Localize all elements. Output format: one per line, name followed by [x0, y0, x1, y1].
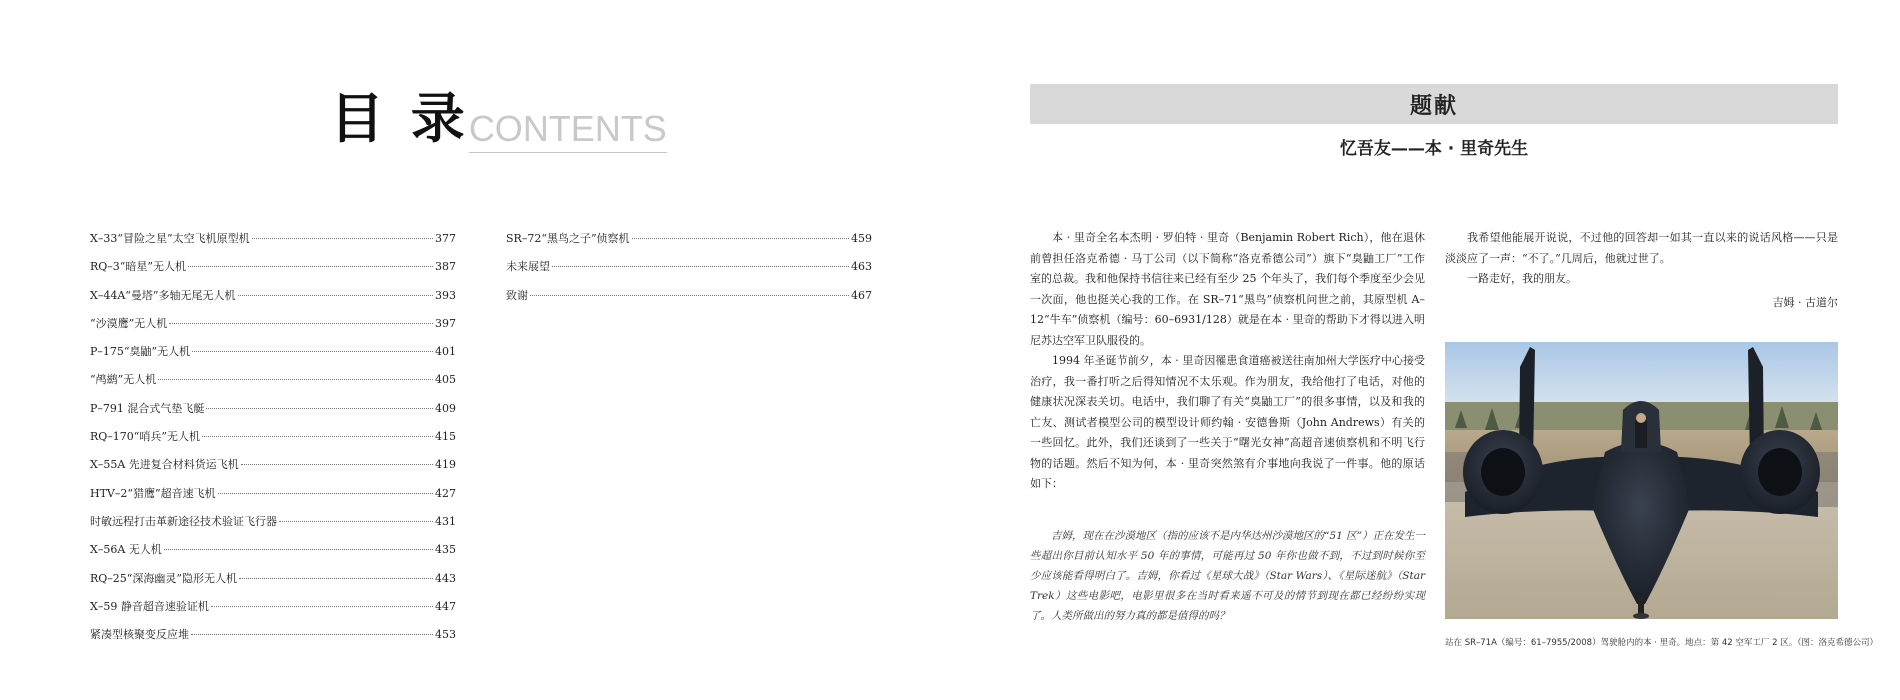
toc-leader-dots	[169, 323, 433, 324]
toc-entry[interactable]	[90, 400, 456, 428]
toc-leader-dots	[252, 238, 433, 239]
body-paragraph: 我希望他能展开说说，不过他的回答却一如其一直以来的说话风格——只是淡淡应了一声：“不了。”几周后，他就过世了。	[1445, 231, 1838, 265]
dedication-body	[1030, 228, 1425, 495]
toc-entry-page: 463	[851, 260, 872, 274]
toc-entry[interactable]	[506, 230, 872, 258]
toc-entry-page: 431	[435, 514, 456, 528]
toc-entry[interactable]	[90, 513, 456, 541]
sr71-photo	[1445, 342, 1838, 619]
toc-entry-page: 447	[435, 599, 456, 613]
toc-entry[interactable]	[90, 570, 456, 598]
toc-entry-page: 459	[851, 232, 872, 245]
toc-entry[interactable]	[90, 258, 456, 286]
toc-entry[interactable]	[90, 541, 456, 569]
toc-leader-dots	[202, 436, 433, 437]
toc-entry-page: 419	[435, 458, 456, 472]
toc-leader-dots	[158, 379, 433, 380]
signature: 吉姆 · 古道尔	[1772, 296, 1838, 309]
toc-entry-title: X–33“冒险之星”太空飞机原型机	[90, 232, 250, 245]
photo-caption: 站在 SR–71A（编号：61–7955/2008）驾驶舱内的本 · 里奇。地点：第 42 空军工厂 2 区。（图：洛克希德公司）	[1445, 638, 1878, 648]
toc-leader-dots	[239, 578, 433, 579]
toc-entry-page: 409	[435, 401, 456, 415]
toc-entry-title: P–175“臭鼬”无人机	[90, 345, 191, 359]
toc-leader-dots	[188, 266, 433, 267]
toc-entry-title: RQ–3“暗星”无人机	[90, 260, 187, 274]
toc-entry[interactable]	[90, 371, 456, 399]
toc-entry-page: 377	[435, 232, 456, 245]
toc-title-cn: 目 录	[330, 86, 469, 150]
toc-entry-page: 405	[435, 373, 456, 387]
toc-entry[interactable]	[90, 428, 456, 456]
toc-entry[interactable]	[90, 626, 456, 654]
toc-entry-title: RQ–170“哨兵”无人机	[90, 430, 201, 444]
toc-leader-dots	[632, 238, 849, 239]
toc-entry[interactable]	[506, 258, 872, 286]
dedication-page	[950, 0, 1900, 700]
toc-heading	[330, 76, 667, 150]
toc-entry[interactable]	[90, 485, 456, 513]
toc-entry[interactable]	[90, 456, 456, 484]
toc-entry-title: X–44A“曼塔”多轴无尾无人机	[90, 288, 236, 302]
toc-leader-dots	[191, 634, 433, 635]
toc-leader-dots	[241, 464, 433, 465]
toc-entry-page: 401	[435, 345, 456, 359]
toc-entry-title: “鸬鹚”无人机	[90, 373, 157, 387]
toc-column-2	[506, 230, 872, 315]
toc-entry-title: X–55A 先进复合材料货运飞机	[90, 458, 239, 472]
toc-entry[interactable]	[90, 598, 456, 626]
toc-entry[interactable]	[90, 343, 456, 371]
toc-leader-dots	[206, 408, 433, 409]
toc-leader-dots	[211, 606, 433, 607]
toc-entry-page: 467	[851, 288, 872, 302]
toc-entry[interactable]	[90, 230, 456, 258]
toc-entry[interactable]	[90, 315, 456, 343]
toc-column-1	[90, 230, 456, 654]
dedication-right-column	[1445, 228, 1838, 290]
toc-entry-title: HTV–2“猎鹰”超音速飞机	[90, 486, 216, 500]
toc-leader-dots	[552, 266, 849, 267]
dedication-header-bar	[1030, 84, 1838, 124]
toc-entry-page: 397	[435, 316, 456, 330]
toc-entry-title: P–791 混合式气垫飞艇	[90, 401, 205, 415]
toc-entry-page: 393	[435, 288, 456, 302]
toc-entry-title: 未来展望	[506, 260, 550, 274]
toc-title-en: CONTENTS	[469, 108, 667, 153]
toc-leader-dots	[218, 493, 433, 494]
toc-entry[interactable]	[90, 287, 456, 315]
toc-leader-dots	[530, 295, 849, 296]
body-paragraph: 1994 年圣诞节前夕，本 · 里奇因罹患食道癌被送往南加州大学医疗中心接受治疗，我一番打听之后得知情况不太乐观。作为朋友，我给他打了电话，对他的健康状况深表关切。电话中，我们聊了有关“臭鼬工厂”的很多事情，以及和我的亡友、测试者模型公司的模型设计师约翰 · 安德鲁斯（John Andrews）有关的一些回忆。此外，我们还谈到了一些关于“曙光女神”高超音速侦察机和不明飞行物的话题。然后不知为何，本 · 里奇突然煞有介事地向我说了一件事。他的原话如下：	[1030, 354, 1425, 490]
sr71-aircraft-image	[1445, 342, 1838, 619]
toc-entry-title: X–56A 无人机	[90, 543, 162, 557]
dedication-subtitle: 忆吾友——本 · 里奇先生	[1339, 139, 1529, 159]
toc-entry-page: 435	[435, 543, 456, 557]
body-paragraph: 一路走好，我的朋友。	[1467, 272, 1577, 285]
body-paragraph: 本 · 里奇全名本杰明 · 罗伯特 · 里奇（Benjamin Robert Rich），他在退休前曾担任洛克希德 · 马丁公司（以下简称“洛克希德公司”）旗下“臭鼬工厂”工作室的总裁。我和他保持书信往来已经有至少 25 个年头了，我们每个季度至少会见一次面，他也挺关心我的工作。在 SR–71“黑鸟”侦察机问世之前，其原型机 A–12“牛车”侦察机（编号：60–6931/128）就是在本 · 里奇的帮助下才得以进入明尼苏达空军卫队服役的。	[1030, 231, 1425, 347]
toc-leader-dots	[238, 295, 433, 296]
toc-entry-page: 415	[435, 430, 456, 444]
toc-entry-page: 427	[435, 486, 456, 500]
toc-entry-page: 387	[435, 260, 456, 274]
toc-entry-title: “沙漠鹰”无人机	[90, 316, 168, 330]
quote-block	[1030, 526, 1425, 626]
toc-leader-dots	[192, 351, 433, 352]
toc-entry-title: SR–72“黑鸟之子”侦察机	[506, 232, 630, 245]
toc-entry-title: 紧凑型核聚变反应堆	[90, 628, 189, 642]
toc-entry-page: 453	[435, 628, 456, 642]
toc-leader-dots	[279, 521, 433, 522]
dedication-title: 题献	[1409, 93, 1458, 119]
toc-entry-title: RQ–25“深海幽灵”隐形无人机	[90, 571, 238, 585]
toc-entry-title: 时敏远程打击革新途径技术验证飞行器	[90, 514, 277, 528]
toc-entry-title: 致谢	[506, 288, 528, 302]
toc-leader-dots	[164, 549, 433, 550]
toc-entry[interactable]	[506, 287, 872, 315]
toc-entry-title: X–59 静音超音速验证机	[90, 599, 209, 613]
toc-entry-page: 443	[435, 571, 456, 585]
quote-paragraph: 吉姆，现在在沙漠地区（指的应该不是内华达州沙漠地区的“51 区”）正在发生一些超出你目前认知水平 50 年的事情，可能再过 50 年你也做不到，不过到时候你至少应该能看得明白了。吉姆，你看过《星球大战》（Star Wars）、《星际迷航》（Star Trek）这些电影吧，电影里很多在当时看来遥不可及的情节到现在都已经纷纷实现了。人类所做出的努力真的都是值得的吗？	[1030, 530, 1425, 622]
